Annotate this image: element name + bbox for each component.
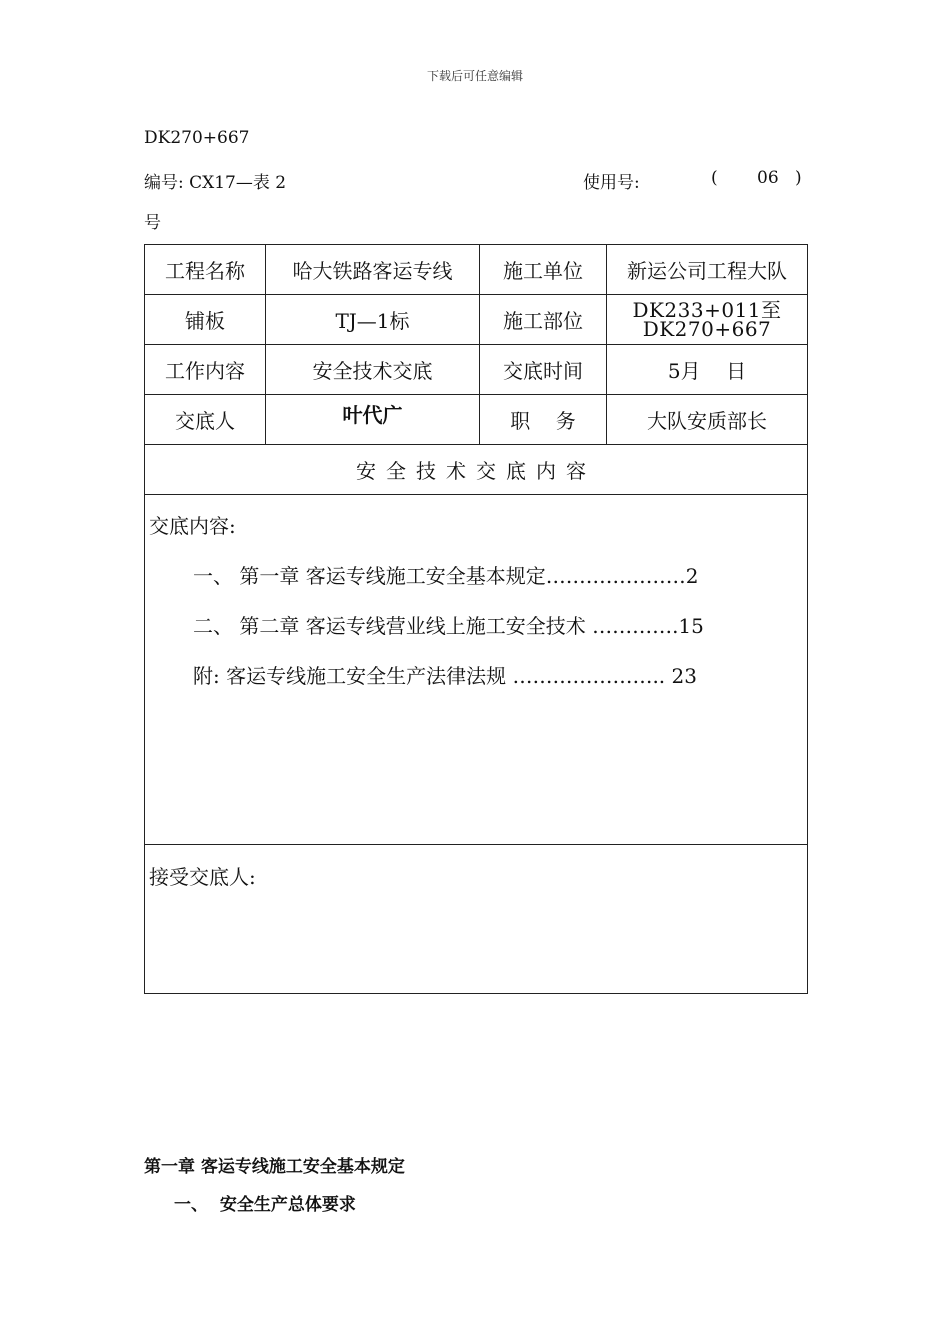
construction-location-label: 施工部位 (480, 295, 607, 345)
receiver-label: 接受交底人: (149, 865, 256, 889)
construction-unit-label: 施工单位 (480, 245, 607, 295)
position-value: 大队安质部长 (607, 395, 808, 445)
work-content-value: 安全技术交底 (266, 345, 480, 395)
form-row-person (145, 395, 808, 445)
form-number: 编号: CX17—表 2 (144, 173, 287, 193)
usage-number: 06 (757, 168, 779, 188)
discloser-signature: 叶代广 (266, 395, 480, 445)
toc-item-2: 二、 第二章 客运专线营业线上施工安全技术 ………….15 (193, 614, 704, 638)
number-suffix: 号 (144, 213, 161, 233)
disclosure-content-cell (145, 495, 808, 845)
project-name-label: 工程名称 (145, 245, 266, 295)
form-row-receiver (145, 845, 808, 994)
station-range-line: DK270+667 (144, 128, 250, 148)
usage-open-paren: ( (711, 168, 718, 188)
section-value: TJ—1标 (266, 295, 480, 345)
page-header-note: 下载后可任意编辑 (426, 69, 523, 83)
work-content-label: 工作内容 (145, 345, 266, 395)
discloser-label: 交底人 (145, 395, 266, 445)
disclosure-time-label: 交底时间 (480, 345, 607, 395)
usage-close-paren: ) (795, 168, 802, 188)
location-line-1: DK233+011至 (632, 297, 782, 322)
chapter-heading: 第一章 客运专线施工安全基本规定 (144, 1157, 405, 1177)
form-row-project (145, 245, 808, 295)
construction-unit-value: 新运公司工程大队 (607, 245, 808, 295)
form-row-work (145, 345, 808, 395)
position-label: 职 务 (480, 395, 607, 445)
disclosure-time-value: 5月 日 (607, 345, 808, 395)
slab-label: 铺板 (145, 295, 266, 345)
usage-label: 使用号: (583, 173, 640, 193)
project-name-value: 哈大铁路客运专线 (266, 245, 480, 295)
toc-item-1: 一、 第一章 客运专线施工安全基本规定…………………2 (193, 564, 699, 588)
disclosure-content-title: 安全技术交底内容 (145, 445, 808, 495)
form-row-section (145, 295, 808, 345)
content-heading: 交底内容: (149, 514, 236, 538)
form-row-content (145, 495, 808, 845)
location-line-2: DK270+667 (642, 316, 772, 341)
form-row-section-title (145, 445, 808, 495)
toc-appendix: 附: 客运专线施工安全生产法律法规 ………………….. 23 (193, 664, 697, 688)
construction-location-value (607, 295, 808, 345)
safety-disclosure-form (144, 244, 808, 994)
receiver-cell (145, 845, 808, 994)
section-heading: 一、 安全生产总体要求 (174, 1195, 356, 1215)
